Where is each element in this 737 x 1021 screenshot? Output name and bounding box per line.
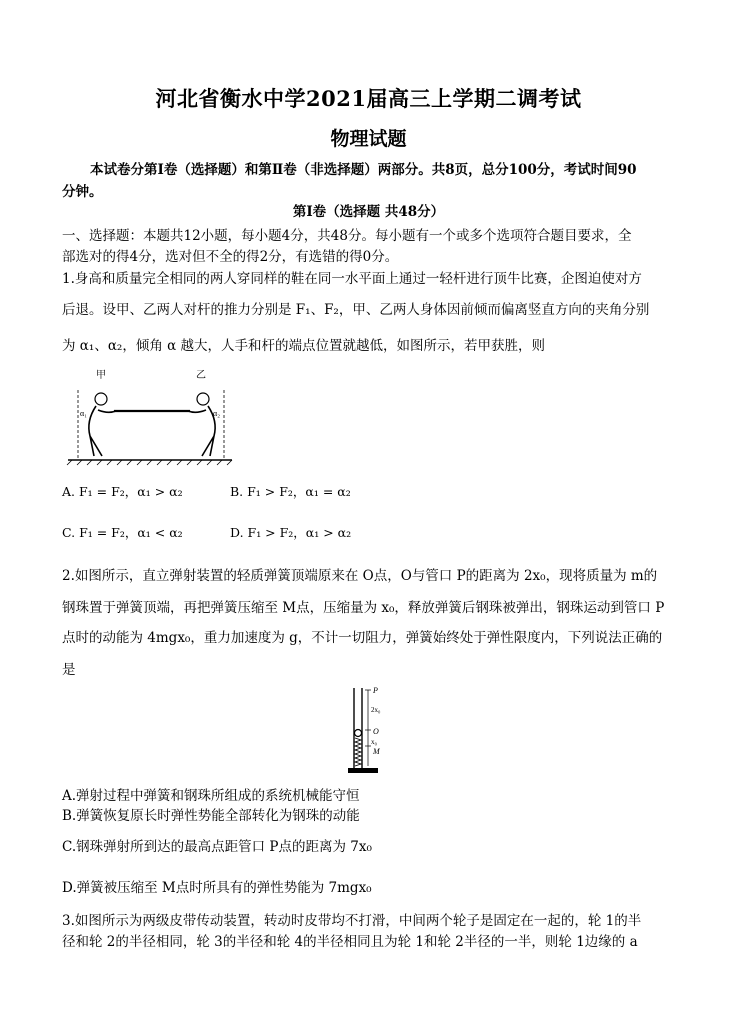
- q2-fig-label-x0: x₀: [371, 738, 377, 746]
- q2-option-a: A.弹射过程中弹簧和钢珠所组成的系统机械能守恒: [62, 788, 360, 804]
- q2-line-4: 是: [62, 662, 76, 678]
- q2-figure: [344, 684, 400, 776]
- q2-fig-label-2x0: 2x₀: [371, 706, 381, 714]
- section-heading: 第Ⅰ卷（选择题 共48分）: [292, 204, 445, 220]
- section-desc-line-2: 部选对的得4分，选对但不全的得2分，有选错的得0分。: [62, 249, 399, 265]
- intro-line-2: 分钟。: [62, 184, 103, 200]
- q1-line-2: 后退。设甲、乙两人对杆的推力分别是 F₁、F₂，甲、乙两人身体因前倾而偏离竖直方向的夹角分别: [62, 302, 650, 318]
- q3-line-2: 径和轮 2的半径相同，轮 3的半径和轮 4的半径相同且为轮 1和轮 2半径的一半，则轮 1边缘的 a: [62, 934, 638, 950]
- q1-line-3: 为 α₁、α₂，倾角 α 越大，人手和杆的端点位置就越低，如图所示，若甲获胜，则: [62, 338, 546, 354]
- q3-line-1: 3.如图所示为两级皮带传动装置，转动时皮带均不打滑，中间两个轮子是固定在一起的，轮 1的半: [62, 913, 642, 929]
- q2-fig-label-o: O: [373, 727, 379, 736]
- q2-option-b: B.弹簧恢复原长时弹性势能全部转化为钢珠的动能: [62, 808, 360, 824]
- q2-option-d: D.弹簧被压缩至 M点时所具有的弹性势能为 7mgx₀: [62, 880, 372, 896]
- q1-option-a: A. F₁ = F₂，α₁ > α₂: [62, 484, 183, 499]
- exam-subtitle: 物理试题: [330, 128, 407, 150]
- q1-fig-label-a2: α₂: [213, 409, 220, 418]
- exam-title: 河北省衡水中学2021届高三上学期二调考试: [155, 86, 582, 111]
- q2-line-2: 钢珠置于弹簧顶端，再把弹簧压缩至 M点，压缩量为 x₀，释放弹簧后钢珠被弹出，钢珠运动到管口 P: [62, 600, 665, 616]
- q1-fig-label-yi: 乙: [196, 370, 206, 381]
- q2-fig-label-m: M: [373, 747, 380, 756]
- q2-line-1: 2.如图所示，直立弹射装置的轻质弹簧顶端原来在 O点，O与管口 P的距离为 2x₀，现将质量为 m的: [62, 568, 658, 584]
- q2-fig-label-p: P: [373, 686, 378, 695]
- q1-line-1: 1.身高和质量完全相同的两人穿同样的鞋在同一水平面上通过一轻杆进行顶牛比赛，企图迫使对方: [62, 271, 642, 287]
- q2-option-c: C.钢珠弹射所到达的最高点距管口 P点的距离为 7x₀: [62, 839, 372, 855]
- q2-line-3: 点时的动能为 4mgx₀，重力加速度为 g，不计一切阻力，弹簧始终处于弹性限度内，下列说法正确的: [62, 630, 663, 646]
- q1-option-b: B. F₁ > F₂，α₁ = α₂: [230, 484, 351, 499]
- q1-figure: [66, 366, 236, 466]
- q1-fig-label-jia: 甲: [96, 370, 106, 381]
- q1-option-c: C. F₁ = F₂，α₁ < α₂: [62, 525, 183, 540]
- q1-fig-label-a1: α₁: [80, 409, 87, 418]
- intro-line-1: 本试卷分第Ⅰ卷（选择题）和第Ⅱ卷（非选择题）两部分。共8页，总分100分，考试时间90: [90, 162, 637, 178]
- section-desc-line-1: 一、选择题：本题共12小题，每小题4分，共48分。每小题有一个或多个选项符合题目要求，全: [62, 228, 632, 244]
- q1-option-d: D. F₁ > F₂，α₁ > α₂: [230, 525, 352, 540]
